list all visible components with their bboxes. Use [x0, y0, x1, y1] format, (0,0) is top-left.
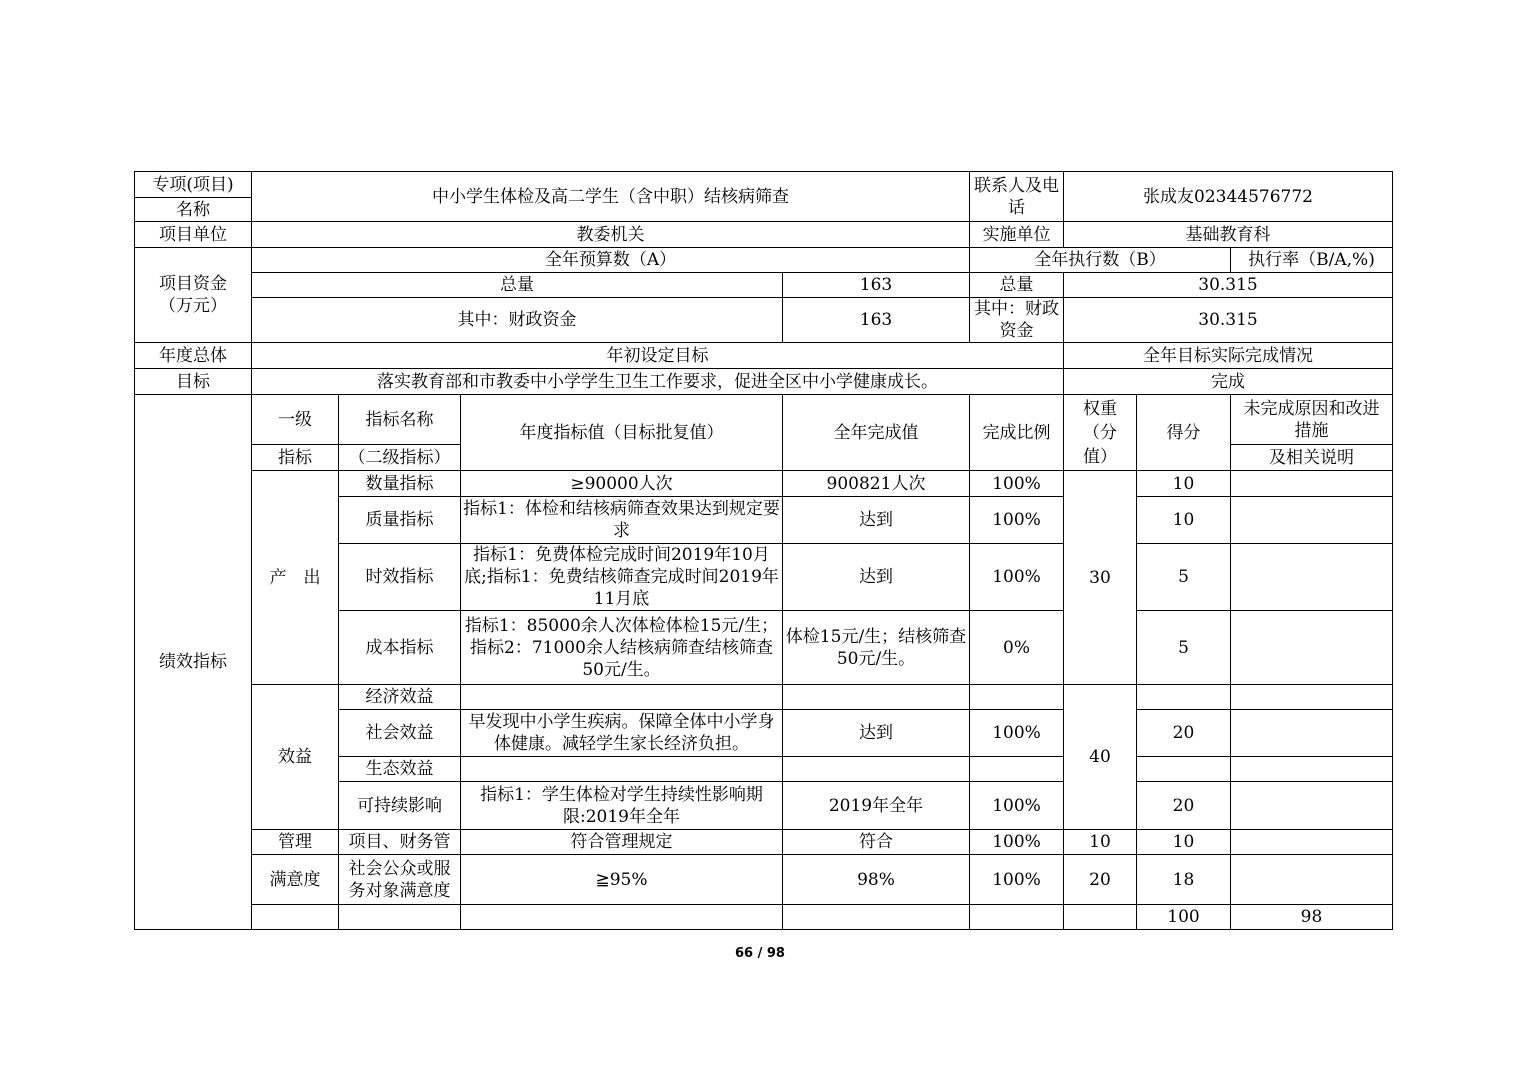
indicator-target: 指标1：学生体检对学生持续性影响期限:2019年全年: [461, 782, 783, 830]
indicator-name: 时效指标: [339, 544, 461, 611]
indicator-target: 早发现中小学生疾病。保障全体中小学身体健康。减轻学生家长经济负担。: [461, 710, 783, 757]
contact-value: 张成友02344576772: [1064, 172, 1393, 222]
indicator-ratio: 100%: [970, 782, 1064, 830]
page-number: 66 / 98: [735, 946, 785, 961]
fiscal-budget-label: 其中：财政资金: [252, 298, 783, 343]
indicator-name: 社会公众或服务对象满意度: [339, 855, 461, 905]
indicator-ratio: 0%: [970, 611, 1064, 685]
indicator-name: 社会效益: [339, 710, 461, 757]
indicator-name: 质量指标: [339, 497, 461, 544]
goal-label-2: 目标: [135, 369, 252, 395]
indicators-section-label: 绩效指标: [135, 395, 252, 930]
indicator-name: 数量指标: [339, 471, 461, 497]
indicator-ratio: 100%: [970, 830, 1064, 855]
indicator-target: [461, 757, 783, 782]
indicator-ratio: 100%: [970, 855, 1064, 905]
col-level1-a: 一级: [252, 395, 339, 445]
indicator-actual: 900821人次: [783, 471, 970, 497]
indicator-target: [461, 685, 783, 710]
project-name-label-1: 专项(项目): [135, 172, 252, 198]
project-name-value: 中小学生体检及高二学生（含中职）结核病筛查: [252, 172, 970, 222]
indicator-reason: [1231, 757, 1393, 782]
indicator-reason: [1231, 471, 1393, 497]
indicator-name: 生态效益: [339, 757, 461, 782]
table-row: [135, 471, 1393, 497]
totals-cell: [783, 905, 970, 930]
indicator-reason: [1231, 497, 1393, 544]
project-name-label-2: 名称: [135, 198, 252, 222]
col-name-b: （二级指标）: [339, 445, 461, 471]
goal-set-header: 年初设定目标: [252, 343, 1064, 369]
indicator-name: 可持续影响: [339, 782, 461, 830]
col-ratio: 完成比例: [970, 395, 1064, 471]
col-actual: 全年完成值: [783, 395, 970, 471]
totals-row: [135, 905, 1393, 930]
indicator-target: 指标1：免费体检完成时间2019年10月底;指标1：免费结核筛查完成时间2019年11月底: [461, 544, 783, 611]
indicator-reason: [1231, 685, 1393, 710]
indicator-score: 18: [1137, 855, 1231, 905]
indicator-target: 指标1：85000余人次体检体检15元/生；指标2：71000余人结核病筛查结核筛查50元/生。: [461, 611, 783, 685]
indicator-score: 10: [1137, 471, 1231, 497]
indicator-reason: [1231, 782, 1393, 830]
indicator-reason: [1231, 855, 1393, 905]
col-weight: 权重 （分 值）: [1064, 395, 1137, 471]
indicator-target: ≥90000人次: [461, 471, 783, 497]
indicator-actual: 达到: [783, 497, 970, 544]
project-unit-label: 项目单位: [135, 222, 252, 248]
indicator-ratio: 100%: [970, 497, 1064, 544]
col-score: 得分: [1137, 395, 1231, 471]
totals-cell: [339, 905, 461, 930]
total-exec-label: 总量: [970, 273, 1064, 298]
total-exec-value: 30.315: [1064, 273, 1393, 298]
group-mgmt: 管理: [252, 830, 339, 855]
indicator-name: 经济效益: [339, 685, 461, 710]
indicator-ratio: 100%: [970, 544, 1064, 611]
performance-table: [134, 171, 1393, 930]
col-level1-b: 指标: [252, 445, 339, 471]
col-name-a: 指标名称: [339, 395, 461, 445]
indicator-actual: 98%: [783, 855, 970, 905]
group-benefit: 效益: [252, 685, 339, 830]
indicator-score: 20: [1137, 710, 1231, 757]
indicator-actual: [783, 757, 970, 782]
col-reason-b: 及相关说明: [1231, 445, 1393, 471]
indicator-reason: [1231, 710, 1393, 757]
project-unit-value: 教委机关: [252, 222, 970, 248]
indicator-target: ≧95%: [461, 855, 783, 905]
indicator-score: [1137, 685, 1231, 710]
goal-actual-value: 完成: [1064, 369, 1393, 395]
output-weight: 30: [1064, 471, 1137, 685]
indicator-weight: 10: [1064, 830, 1137, 855]
indicator-name: 成本指标: [339, 611, 461, 685]
benefit-weight: 40: [1064, 685, 1137, 830]
indicator-score: 5: [1137, 544, 1231, 611]
fiscal-exec-value: 30.315: [1064, 298, 1393, 343]
funds-label: 项目资金 （万元）: [135, 248, 252, 343]
indicator-weight: 20: [1064, 855, 1137, 905]
indicator-actual: 达到: [783, 544, 970, 611]
indicator-name: 项目、财务管: [339, 830, 461, 855]
goal-set-value: 落实教育部和市教委中小学学生卫生工作要求，促进全区中小学健康成长。: [252, 369, 1064, 395]
indicator-reason: [1231, 544, 1393, 611]
indicator-score: 5: [1137, 611, 1231, 685]
fiscal-budget-value: 163: [783, 298, 970, 343]
indicator-ratio: [970, 757, 1064, 782]
rate-header: 执行率（B/A,%): [1231, 248, 1393, 273]
indicator-actual: 体检15元/生；结核筛查50元/生。: [783, 611, 970, 685]
indicator-reason: [1231, 611, 1393, 685]
indicator-target: 符合管理规定: [461, 830, 783, 855]
indicator-score: 10: [1137, 830, 1231, 855]
total-score: 98: [1231, 905, 1393, 930]
impl-unit-label: 实施单位: [970, 222, 1064, 248]
indicator-score: 20: [1137, 782, 1231, 830]
indicator-ratio: 100%: [970, 710, 1064, 757]
totals-cell: [1064, 905, 1137, 930]
indicator-ratio: [970, 685, 1064, 710]
totals-cell: [970, 905, 1064, 930]
indicator-ratio: 100%: [970, 471, 1064, 497]
table-row: [135, 685, 1393, 710]
goal-label-1: 年度总体: [135, 343, 252, 369]
indicator-target: 指标1：体检和结核病筛查效果达到规定要求: [461, 497, 783, 544]
indicator-reason: [1231, 830, 1393, 855]
indicator-actual: 符合: [783, 830, 970, 855]
group-satisfaction: 满意度: [252, 855, 339, 905]
indicator-actual: 2019年全年: [783, 782, 970, 830]
contact-label: 联系人及电话: [970, 172, 1064, 222]
indicator-score: [1137, 757, 1231, 782]
indicator-actual: 达到: [783, 710, 970, 757]
fiscal-exec-label: 其中：财政资金: [970, 298, 1064, 343]
indicator-score: 10: [1137, 497, 1231, 544]
budget-header: 全年预算数（A）: [252, 248, 970, 273]
table-row: [135, 830, 1393, 855]
total-budget-value: 163: [783, 273, 970, 298]
totals-cell: [461, 905, 783, 930]
col-reason-a: 未完成原因和改进 措施: [1231, 395, 1393, 445]
col-target: 年度指标值（目标批复值）: [461, 395, 783, 471]
group-output: 产 出: [252, 471, 339, 685]
total-weight: 100: [1137, 905, 1231, 930]
total-budget-label: 总量: [252, 273, 783, 298]
table-row: [135, 855, 1393, 905]
indicator-actual: [783, 685, 970, 710]
exec-header: 全年执行数（B）: [970, 248, 1231, 273]
totals-cell: [252, 905, 339, 930]
goal-actual-header: 全年目标实际完成情况: [1064, 343, 1393, 369]
impl-unit-value: 基础教育科: [1064, 222, 1393, 248]
